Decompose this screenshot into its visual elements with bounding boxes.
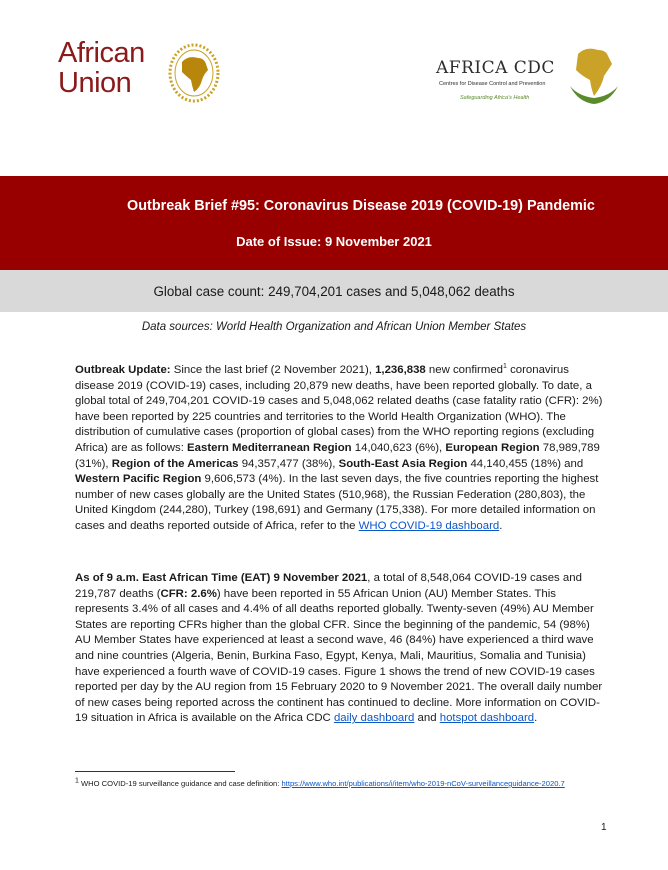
footnote-link[interactable]: https://www.who.int/publications/i/item/who-2019-nCoV-surveillanceguidance-2020.7: [281, 779, 565, 788]
data-sources: Data sources: World Health Organization and African Union Member States: [141, 321, 527, 333]
region-value: 14,040,623 (6%),: [351, 441, 446, 454]
region-name: Eastern Mediterranean Region: [187, 441, 352, 454]
footnote-divider: [75, 771, 235, 772]
footnote-marker: 1: [503, 363, 507, 371]
region-name: Region of the Americas: [111, 457, 239, 470]
africa-map-icon: [564, 44, 624, 108]
title-banner: [0, 176, 668, 270]
brief-title: Outbreak Brief #95: Coronavirus Disease 2019 (COVID-19) Pandemic: [127, 198, 595, 214]
africa-update-lead: As of 9 a.m. East African Time (EAT) 9 November 2021: [75, 572, 368, 584]
footnote: [75, 778, 595, 790]
cdc-logo-subtitle: Centres for Disease Control and Prevention: [439, 81, 546, 87]
region-value: 94,357,477 (38%),: [238, 457, 339, 470]
who-dashboard-link[interactable]: WHO COVID-19 dashboard: [358, 519, 500, 532]
text-span: new confirmed: [425, 364, 504, 376]
cdc-logo-tagline: Safeguarding Africa's Health: [460, 95, 530, 101]
text-span: Since the last brief (2 November 2021),: [170, 364, 376, 376]
region-name: Western Pacific Region: [75, 473, 202, 486]
text-span: ) have been reported in 55 African Union (AU) Member States. This represents 3.4% of all cases and 4.4% of all deaths reported globally. Twenty-seven (49%) AU Member States are reporting CFRs higher than the global CFR. Since the beginning of the pandemic, 54 (98%) AU Member States have experienced at least a second wave, 46 (84%) have experienced a third wave and nine countries (Algeria, Benin, Burkina Faso, Egypt, Kenya, Mali, Mauritius, Somalia and Tunisia) have experienced a fourth wave of COVID-19 cases. Figure 1 shows the trend of new COVID-19 cases reported per day by the AU region from 15 February 2020 to 9 November 2021. The overall daily number of new cases being reported across the continent has continued to decline. More information on COVID-19 situation in Africa is available on the Africa CDC: [75, 587, 603, 725]
page-number: 1: [601, 822, 607, 833]
footnote-number: 1: [75, 777, 79, 785]
au-logo-line1: African: [58, 37, 145, 69]
africa-cfr: CFR: 2.6%: [160, 587, 217, 600]
issue-date: Date of Issue: 9 November 2021: [236, 234, 432, 249]
daily-dashboard-link[interactable]: daily dashboard: [333, 712, 415, 725]
text-span: .: [534, 712, 538, 725]
african-union-logo: [58, 38, 218, 108]
text-span: and: [414, 712, 440, 725]
outbreak-update-label: Outbreak Update:: [75, 364, 171, 376]
au-logo-line2: Union: [58, 67, 132, 99]
text-span: coronavirus disease 2019 (COVID-19) cases, including 20,879 new deaths, have been reported globally. To date, a global total of 249,704,201 COVID-19 cases and 5,048,062 related deaths (case fatality ratio (CFR): 2%) have been reported by 225 countries and territories to the World Health Organization (WHO). The distribution of cumulative cases (proportion of global cases) from the WHO reporting regions (excluding Africa) are as follows:: [75, 364, 603, 454]
text-span: .: [499, 519, 503, 532]
au-logo-text: [58, 38, 145, 98]
africa-update-paragraph: [75, 571, 607, 727]
footnote-text: WHO COVID-19 surveillance guidance and case definition:: [78, 779, 282, 788]
region-value: 9,606,573 (4%). In the last seven days, the five countries reporting the highest number of new cases globally are the United States (510,968), the Russian Federation (280,803), the United Kingdom (244,280), Turkey (198,691) and Germany (175,338). For more detailed information on cases and deaths reported outside of Africa, refer to the: [75, 473, 599, 532]
region-value: 44,140,455 (18%) and: [467, 457, 584, 470]
africa-cdc-logo: [432, 44, 622, 108]
hotspot-dashboard-link[interactable]: hotspot dashboard: [439, 712, 535, 725]
region-name: European Region: [445, 441, 540, 454]
au-emblem-icon: [164, 40, 224, 106]
text-span: , a total of 8,548,064 COVID-19 cases and 219,787 deaths (: [75, 572, 582, 600]
outbreak-update-paragraph: [75, 363, 607, 535]
region-value: 78,989,789 (31%),: [75, 441, 600, 470]
region-name: South-East Asia Region: [338, 457, 468, 470]
new-cases-count: 1,236,838: [375, 364, 426, 376]
global-case-count: Global case count: 249,704,201 cases and 5,048,062 deaths: [153, 284, 515, 299]
cdc-logo-title: AFRICA CDC: [436, 58, 555, 78]
